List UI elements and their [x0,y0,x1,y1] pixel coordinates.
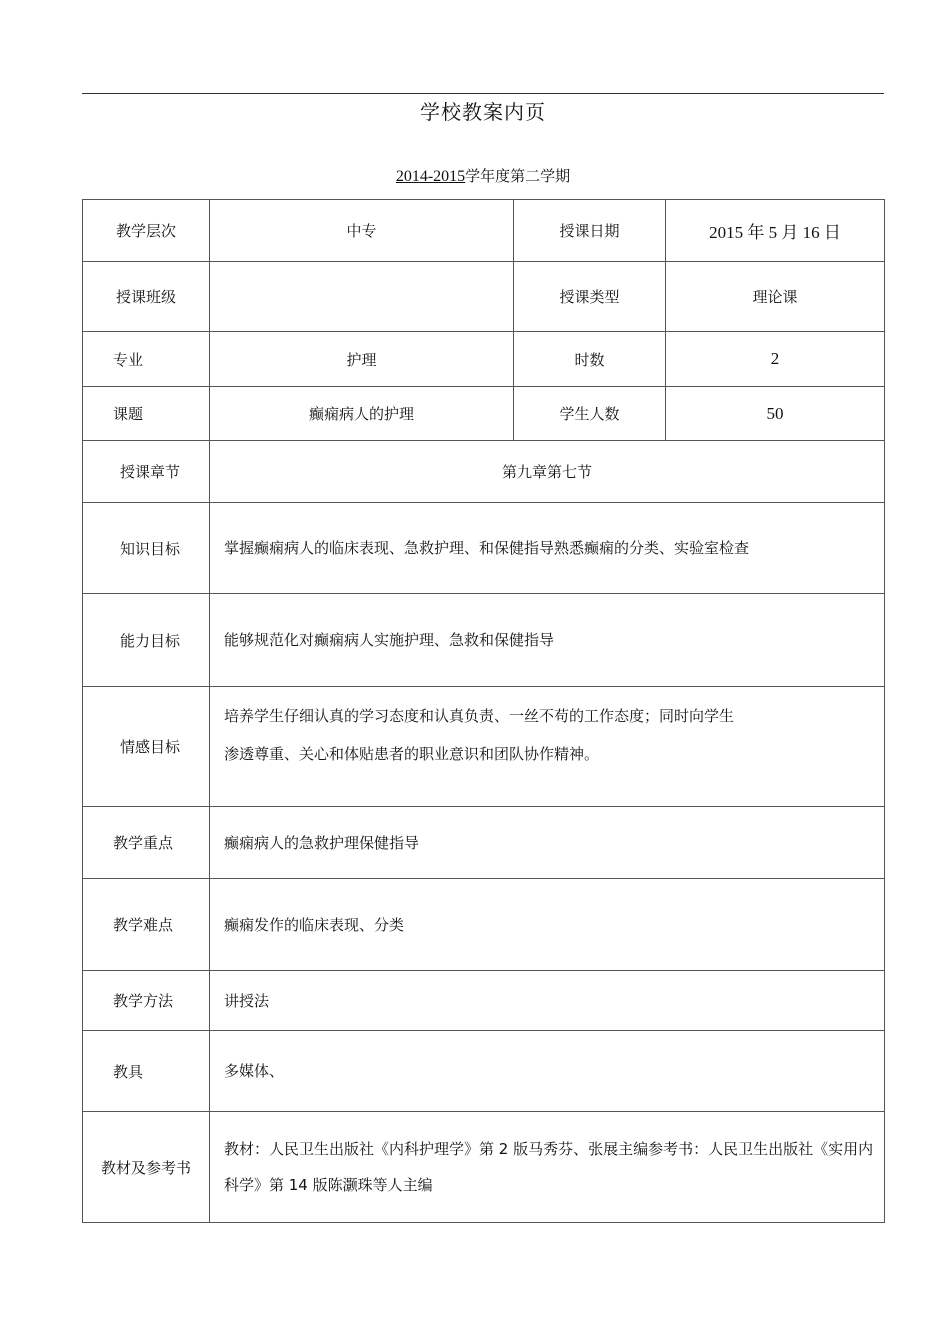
value-focus: 癫痫病人的急救护理保健指导 [210,807,885,879]
label-ability: 能力目标 [83,594,210,687]
value-hours: 2 [666,332,885,387]
row-major [83,332,885,387]
label-major: 专业 [83,332,210,387]
label-focus: 教学重点 [83,807,210,879]
label-level: 教学层次 [83,200,210,262]
emotion-line-2: 渗透尊重、关心和体贴患者的职业意识和团队协作精神。 [224,745,600,763]
label-hours: 时数 [514,332,666,387]
emotion-line-1: 培养学生仔细认真的学习态度和认真负责、一丝不苟的工作态度；同时向学生 [224,707,735,725]
value-type: 理论课 [666,262,885,332]
term-years: 2014-2015 [395,168,466,185]
label-students: 学生人数 [514,387,666,441]
label-tools: 教具 [83,1031,210,1112]
top-rule [82,93,884,94]
row-emotion [83,687,885,807]
label-emotion: 情感目标 [83,687,210,807]
value-level: 中专 [210,200,514,262]
row-difficulty [83,879,885,971]
value-topic: 癫痫病人的护理 [210,387,514,441]
row-chapter [83,441,885,503]
value-date: 2015 年 5 月 16 日 [666,200,885,262]
label-knowledge: 知识目标 [83,503,210,594]
label-method: 教学方法 [83,971,210,1031]
label-class: 授课班级 [83,262,210,332]
label-chapter: 授课章节 [83,441,210,503]
row-tools [83,1031,885,1112]
row-class [83,262,885,332]
lesson-plan-table [82,199,885,1223]
value-knowledge: 掌握癫痫病人的临床表现、急救护理、和保健指导熟悉癫痫的分类、实验室检查 [210,503,885,594]
term-line [82,165,884,186]
page-title: 学校教案内页 [420,100,546,124]
row-knowledge [83,503,885,594]
value-class [210,262,514,332]
row-books [83,1112,885,1223]
row-focus [83,807,885,879]
value-chapter: 第九章第七节 [210,441,885,503]
label-topic: 课题 [83,387,210,441]
row-ability [83,594,885,687]
value-major: 护理 [210,332,514,387]
value-difficulty: 癫痫发作的临床表现、分类 [210,879,885,971]
row-topic [83,387,885,441]
value-emotion [210,687,885,807]
label-difficulty: 教学难点 [83,879,210,971]
value-tools: 多媒体、 [210,1031,885,1112]
label-date: 授课日期 [514,200,666,262]
row-level [83,200,885,262]
value-ability: 能够规范化对癫痫病人实施护理、急救和保健指导 [210,594,885,687]
value-students: 50 [666,387,885,441]
label-books: 教材及参考书 [83,1112,210,1223]
label-type: 授课类型 [514,262,666,332]
value-method: 讲授法 [210,971,885,1031]
row-method [83,971,885,1031]
term-suffix: 学年度第二学期 [465,167,571,185]
value-books: 教材：人民卫生出版社《内科护理学》第 2 版马秀芬、张展主编参考书：人民卫生出版社《实用内科学》第 14 版陈灏珠等人主编 [210,1112,885,1223]
